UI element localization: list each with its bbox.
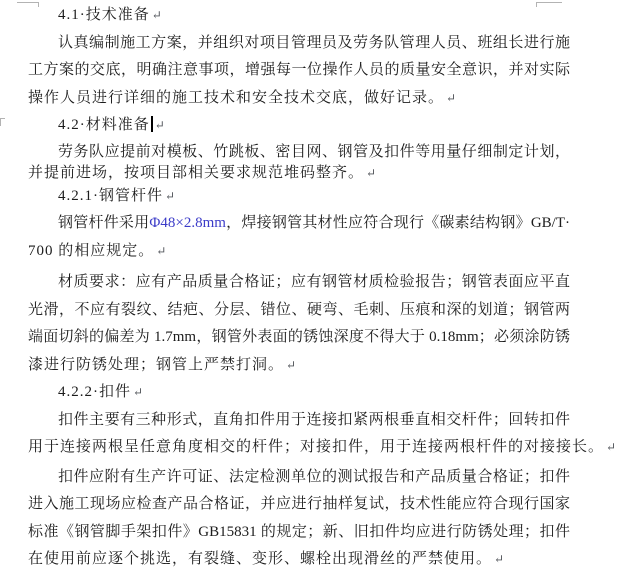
paragraph-mark: ↵: [165, 188, 176, 203]
line-text: 光滑，不应有裂纹、结疤、分层、错位、硬弯、毛刺、压痕和深的划道；钢管两: [28, 301, 570, 318]
line-text: 工方案的交底，明确注意事项，增强每一位操作人员的质量安全意识，并对实际: [28, 62, 570, 78]
line-text: 钢管杆件采用: [58, 215, 150, 231]
line-text: 端面切斜的偏差为 1.7mm，钢管外表面的锈蚀深度不得大于 0.18mm；必须涂防锈: [28, 329, 570, 345]
line-text: 扣件主要有三种形式，直角扣件用于连接扣紧两根垂直相交杆件；回转扣件: [58, 411, 570, 428]
paragraph-line[interactable]: [28, 324, 570, 352]
paragraph-line[interactable]: [28, 238, 570, 266]
heading-4-2-1[interactable]: [28, 183, 570, 211]
heading-4-2-2[interactable]: [28, 379, 570, 407]
paragraph-line[interactable]: [28, 210, 570, 238]
paragraph-line[interactable]: [28, 491, 570, 519]
paragraph-line[interactable]: [28, 297, 570, 325]
paragraph-mark: ↵: [366, 165, 377, 180]
paragraph-line[interactable]: [28, 407, 570, 435]
paragraph-mark: ↵: [154, 118, 165, 132]
paragraph-mark: ↵: [446, 90, 457, 105]
line-text: ，焊接钢管其材性应符合现行《碳素结构钢》GB/T·: [225, 215, 570, 231]
paragraph-mark: ↵: [606, 440, 617, 454]
line-text: 材质要求：应有产品质量合格证；应有钢管材质检验报告；钢管表面应平直: [58, 274, 570, 290]
paragraph-mark: ↵: [151, 8, 162, 22]
paragraph-mark: ↵: [133, 385, 144, 399]
line-text: 进入施工现场应检查产品合格证，并应进行抽样复试，技术性能应符合现行国家: [28, 496, 570, 512]
line-text: 700 的相应规定。: [28, 242, 155, 259]
heading-4-1[interactable]: [28, 2, 570, 30]
line-text: 在使用前应逐个挑选，有裂缝、变形、螺栓出现滑丝的严禁使用。: [28, 551, 493, 567]
line-text: 劳务队应提前对模板、竹跳板、密目网、钢管及扣件等用量仔细制定计划，: [58, 143, 570, 160]
line-text: 并提前进场，按项目部相关要求规范堆码整齐。: [28, 164, 365, 181]
paragraph-line[interactable]: [28, 30, 570, 58]
paragraph-mark: ↵: [156, 243, 167, 258]
paragraph-line[interactable]: [28, 352, 570, 380]
paragraph-line[interactable]: [28, 519, 570, 547]
heading-text: 4.2.2·扣件: [58, 384, 131, 400]
line-text: 用于连接两根呈任意角度相交的杆件；对接扣件，用于连接两根杆件的对接接长。: [28, 439, 605, 455]
paragraph-line[interactable]: [28, 434, 617, 462]
paragraph-mark: ↵: [494, 552, 505, 566]
heading-text: 4.1·技术准备: [58, 7, 150, 23]
paragraph-line[interactable]: [28, 164, 570, 183]
heading-text: 4.2.1·钢管杆件: [58, 187, 163, 204]
line-text: 认真编制施工方案，并组织对项目管理员及劳务队管理人员、班组长进行施: [58, 34, 570, 51]
line-text: 标准《钢管脚手架扣件》GB15831 的规定；新、旧扣件均应进行防锈处理；扣件: [28, 523, 570, 540]
heading-4-2[interactable]: [28, 112, 570, 140]
heading-text: 4.2·材料准备: [58, 117, 150, 133]
paragraph-line[interactable]: [28, 546, 570, 574]
paragraph-line[interactable]: [28, 57, 570, 85]
paragraph-line[interactable]: [28, 269, 570, 297]
line-text: 操作人员进行详细的施工技术和安全技术交底，做好记录。: [28, 89, 445, 106]
paragraph-mark: ↵: [286, 357, 297, 372]
line-text: 扣件应附有生产许可证、法定检测单位的测试报告和产品质量合格证；扣件: [58, 468, 570, 485]
paragraph-line[interactable]: [28, 464, 570, 492]
paragraph-line[interactable]: [28, 85, 570, 113]
line-text: 漆进行防锈处理；钢管上严禁打洞。: [28, 356, 285, 373]
pipe-spec-value: Φ48×2.8mm: [149, 215, 226, 231]
paragraph-line[interactable]: [28, 140, 570, 164]
